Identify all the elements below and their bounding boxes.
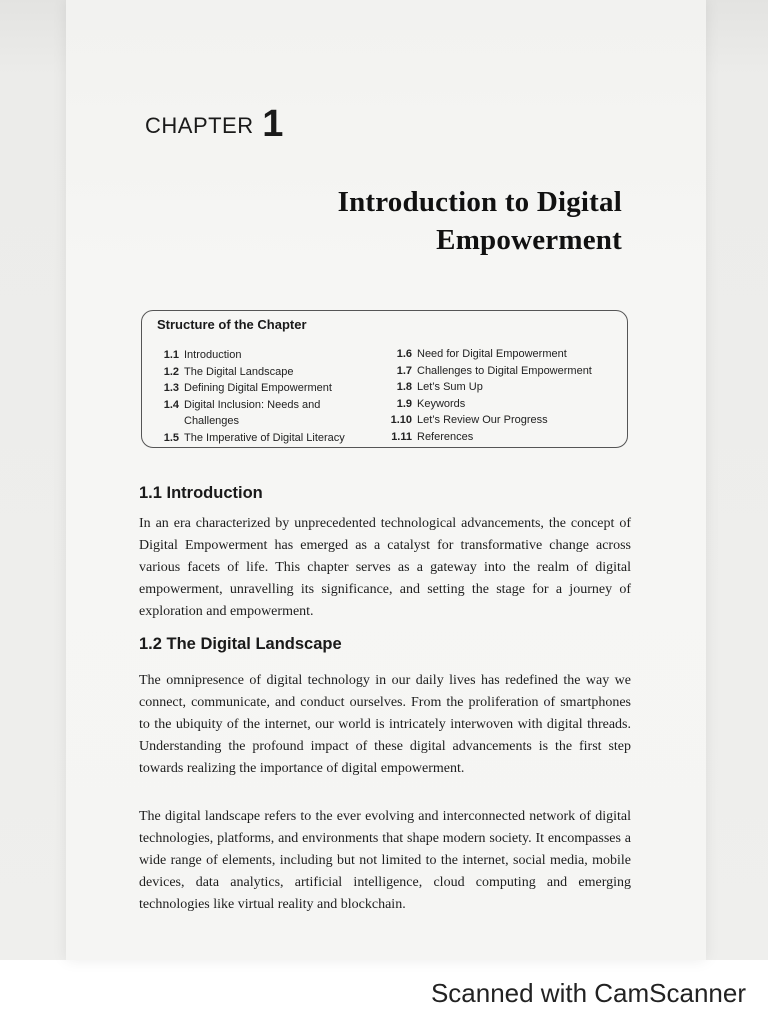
- toc-item-number: 1.5: [163, 431, 179, 444]
- toc-heading: Structure of the Chapter: [157, 317, 307, 332]
- chapter-label: [145, 103, 284, 146]
- section-heading-digital-landscape: 1.2 The Digital Landscape: [139, 635, 342, 653]
- toc-item: [153, 380, 373, 397]
- toc-item-text: Digital Inclusion: Needs and Challenges: [184, 398, 321, 427]
- chapter-title: [162, 183, 622, 259]
- chapter-number: 1: [262, 103, 284, 145]
- toc-item-number: 1.7: [396, 364, 412, 377]
- toc-item-text: Let’s Sum Up: [417, 381, 483, 393]
- toc-item: [153, 347, 373, 364]
- intro-paragraph: In an era characterized by unprecedented technological advancements, the concept of Digital Empowerment has emerged as a catalyst for transformative change across various facets of life. This chapter serves as a gateway into the realm of digital empowerment, unravelling its significance, and setting the stage for a journey of exploration and empowerment.: [139, 516, 631, 619]
- chapter-structure-box: [141, 310, 628, 448]
- toc-item-text: Introduction: [184, 349, 242, 361]
- chapter-label-text: CHAPTER: [145, 113, 254, 138]
- toc-item-text: Keywords: [417, 397, 466, 410]
- toc-item: [386, 429, 626, 446]
- landscape-paragraph-2: The digital landscape refers to the ever evolving and interconnected network of digital technologies, platforms, and environments that shape modern society. It encompasses a wide range of elements, including but not limited to the internet, social media, mobile devices, data analytics, artificial intelligence, cloud computing and emerging technologies like virtual reality and blockchain.: [139, 809, 631, 912]
- toc-item: [153, 430, 373, 447]
- toc-item-text: The Imperative of Digital Literacy: [184, 431, 345, 444]
- toc-item-number: 1.3: [163, 382, 179, 394]
- toc-item-text: Let’s Review Our Progress: [417, 414, 548, 426]
- chapter-title-line2: Empowerment: [436, 224, 622, 256]
- toc-item-number: 1.10: [390, 414, 412, 426]
- chapter-title-line1: Introduction to Digital: [337, 186, 622, 218]
- toc-left-column: [153, 347, 373, 446]
- toc-item: [386, 396, 626, 413]
- toc-item: [386, 412, 626, 429]
- camscanner-watermark: Scanned with CamScanner: [430, 978, 746, 1008]
- toc-item: [153, 364, 373, 381]
- toc-item-number: 1.1: [163, 349, 179, 361]
- toc-item-number: 1.9: [396, 397, 412, 410]
- toc-item-number: 1.6: [396, 348, 412, 360]
- landscape-paragraph-1: The omnipresence of digital technology in our daily lives has redefined the way we connect, communicate, and conduct ourselves. From the proliferation of smartphones to the ubiquity of the internet, our world is intricately interwoven with digital threads. Understanding the profound impact of these digital advancements is the first step towards realizing the importance of digital empowerment.: [139, 673, 631, 776]
- toc-item-text: The Digital Landscape: [184, 365, 294, 378]
- toc-item-text: Defining Digital Empowerment: [184, 382, 332, 394]
- toc-item-number: 1.11: [391, 430, 412, 443]
- toc-item-number: 1.2: [163, 365, 179, 378]
- toc-item: [386, 346, 626, 363]
- toc-right-column: [386, 346, 626, 445]
- toc-item: [386, 379, 626, 396]
- toc-item-text: References: [417, 430, 474, 443]
- toc-item-number: 1.8: [396, 381, 412, 393]
- toc-item-number: 1.4: [163, 398, 179, 411]
- toc-item: [386, 363, 626, 380]
- toc-item-text: Challenges to Digital Empowerment: [417, 364, 592, 377]
- section-heading-introduction: 1.1 Introduction: [139, 484, 263, 502]
- toc-item-text: Need for Digital Empowerment: [417, 348, 567, 360]
- toc-item: [153, 397, 373, 430]
